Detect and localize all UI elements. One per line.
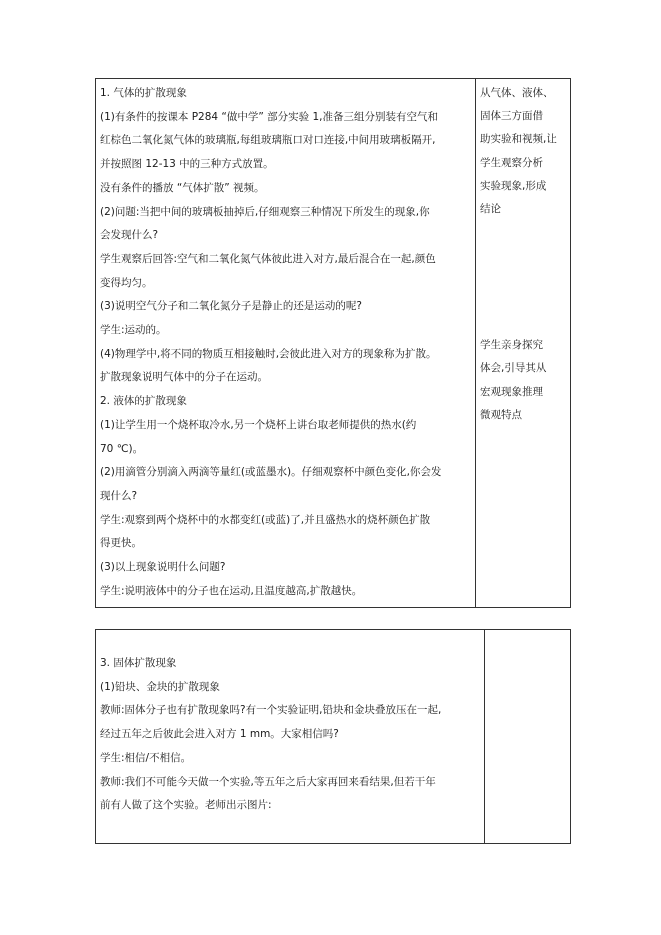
text-line: (2)用滴管分别滴入两滴等量红(或蓝墨水)。仔细观察杯中颜色变化,你会发 (100, 466, 442, 479)
text-line: (4)物理学中,将不同的物质互相接触时,会彼此进入对方的现象称为扩散。 (100, 347, 437, 360)
text-line: (1)让学生用一个烧杯取冷水,另一个烧杯上讲台取老师提供的热水(约 (100, 418, 417, 431)
note-line: 助实验和视频,让 (480, 133, 557, 146)
text-line: 学生:说明液体中的分子也在运动,且温度越高,扩散越快。 (100, 584, 363, 597)
teaching-process-column (96, 630, 485, 843)
text-line: 变得均匀。 (100, 276, 153, 289)
note-line: 实验现象,形成 (480, 179, 547, 192)
note-line: 学生观察分析 (480, 156, 543, 169)
spacer (480, 221, 567, 334)
text-line: 教师:固体分子也有扩散现象吗?有一个实验证明,铅块和金块叠放压在一起, (100, 704, 442, 717)
text-line: 没有条件的播放 “气体扩散” 视频。 (100, 181, 265, 194)
text-line: 前有人做了这个实验。老师出示图片: (100, 799, 272, 812)
text-line: 学生:相信/不相信。 (100, 751, 192, 764)
text-line: 教师:我们不可能今天做一个实验,等五年之后大家再回来看结果,但若干年 (100, 775, 436, 788)
design-intent-column (485, 630, 570, 843)
note-line: 学生亲身探究 (480, 339, 543, 352)
text-line: 3. 固体扩散现象 (100, 657, 177, 669)
text-line: 会发现什么? (100, 229, 159, 242)
text-line: 得更快。 (100, 537, 142, 550)
text-line: (2)问题:当把中间的玻璃板抽掉后,仔细观察三种情况下所发生的现象,你 (100, 205, 430, 218)
note-line: 微观特点 (480, 408, 522, 421)
text-line: 并按照图 12-13 中的三种方式放置。 (100, 158, 274, 171)
text-line: 1. 气体的扩散现象 (100, 87, 187, 99)
lesson-table-2 (95, 629, 571, 844)
text-line: 70 ℃)。 (100, 442, 144, 455)
text-line: (3)说明空气分子和二氧化氮分子是静止的还是运动的呢? (100, 300, 362, 313)
note-line: 从气体、液体、 (480, 87, 554, 99)
text-line: 学生:观察到两个烧杯中的水都变红(或蓝)了,并且盛热水的烧杯颜色扩散 (100, 513, 431, 526)
text-line: 学生:运动的。 (100, 324, 167, 337)
design-intent-column (476, 79, 570, 607)
text-line: (3)以上现象说明什么问题? (100, 561, 226, 574)
text-line: 红棕色二氧化氮气体的玻璃瓶,每组玻璃瓶口对口连接,中间用玻璃板隔开, (100, 134, 436, 147)
text-line: (1)有条件的按课本 P284 “做中学” 部分实验 1,准备三组分别装有空气和 (100, 110, 438, 123)
text-line: 2. 液体的扩散现象 (100, 395, 187, 408)
text-line: 学生观察后回答:空气和二氧化氮气体彼此进入对方,最后混合在一起,颜色 (100, 252, 436, 265)
text-line: (1)铅块、金块的扩散现象 (100, 680, 220, 693)
note-line: 宏观现象推理 (480, 385, 543, 398)
lesson-table-1 (95, 78, 571, 608)
text-line: 经过五年之后彼此会进入对方 1 mm。大家相信吗? (100, 728, 339, 741)
note-line: 固体三方面借 (480, 110, 543, 123)
text-line: 现什么? (100, 489, 138, 502)
note-line: 结论 (480, 203, 501, 216)
text-line: 扩散现象说明气体中的分子在运动。 (100, 371, 268, 384)
teaching-process-column (96, 79, 476, 607)
note-line: 体会,引导其从 (480, 362, 547, 375)
